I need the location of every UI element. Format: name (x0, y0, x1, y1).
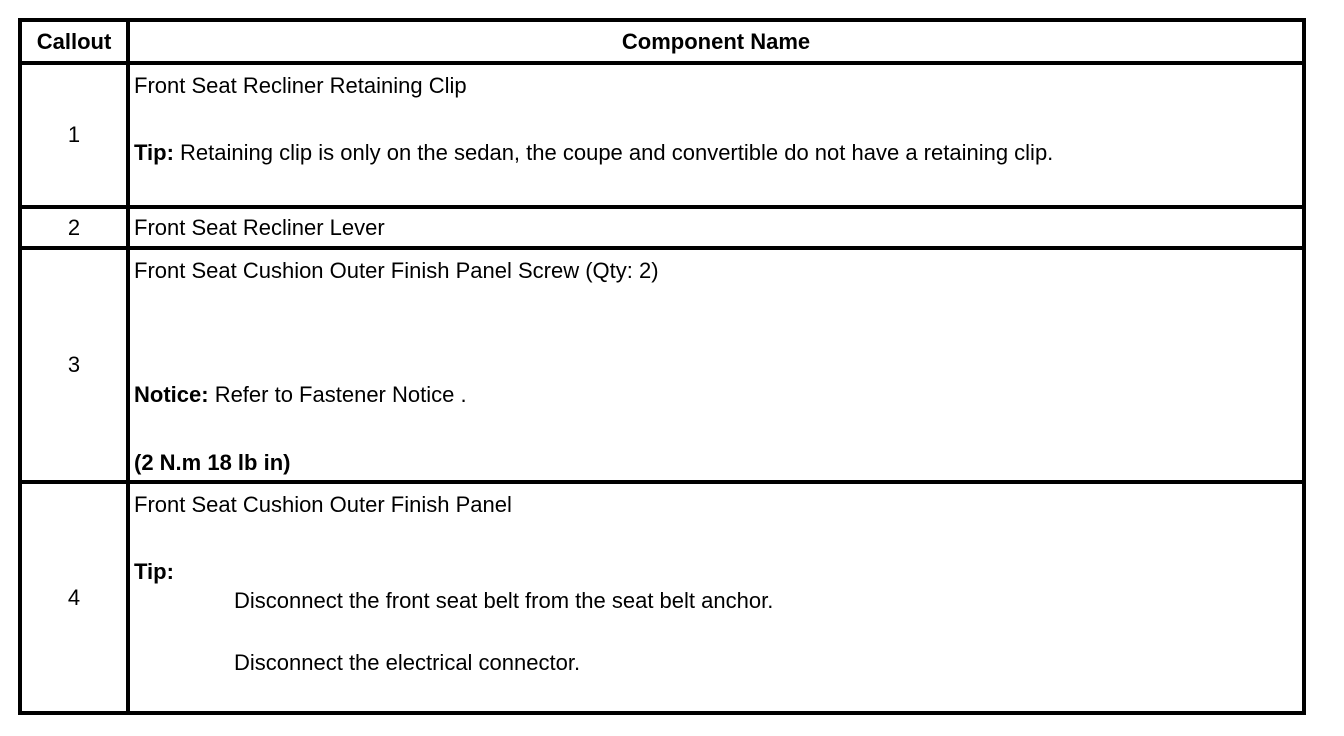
notice-line (134, 384, 467, 406)
tip-label: Tip: (134, 140, 174, 165)
component-cell (130, 65, 1302, 205)
tip-text: Retaining clip is only on the sedan, the coupe and convertible do not have a retaining clip. (180, 140, 1054, 165)
component-name: Front Seat Cushion Outer Finish Panel (134, 492, 512, 517)
tip-label: Tip: (134, 559, 174, 584)
callout-cell: 2 (22, 209, 130, 246)
table-header-row (22, 22, 1302, 65)
tip-step: Disconnect the electrical connector. (234, 650, 581, 675)
table-row (22, 250, 1302, 484)
table-row (22, 209, 1302, 250)
component-cell (130, 484, 1302, 711)
table-row (22, 65, 1302, 209)
component-name: Front Seat Recliner Retaining Clip (134, 73, 467, 98)
tip-line (134, 142, 1053, 164)
notice-label: Notice: (134, 382, 209, 407)
table-row (22, 484, 1302, 711)
component-cell (130, 209, 1302, 246)
tip-step: Disconnect the front seat belt from the seat belt anchor. (234, 588, 774, 613)
torque-spec: (2 N.m 18 lb in) (134, 450, 291, 475)
component-name-header: Component Name (621, 28, 811, 54)
component-cell (130, 250, 1302, 480)
component-name: Front Seat Cushion Outer Finish Panel Screw (Qty: 2) (134, 258, 659, 283)
component-name: Front Seat Recliner Lever (134, 215, 385, 240)
notice-text: Refer to Fastener Notice . (214, 382, 467, 407)
callout-header: Callout (22, 22, 130, 61)
callout-cell: 1 (22, 65, 130, 205)
callout-cell: 3 (22, 250, 130, 480)
callout-cell: 4 (22, 484, 130, 711)
component-table (18, 18, 1306, 715)
